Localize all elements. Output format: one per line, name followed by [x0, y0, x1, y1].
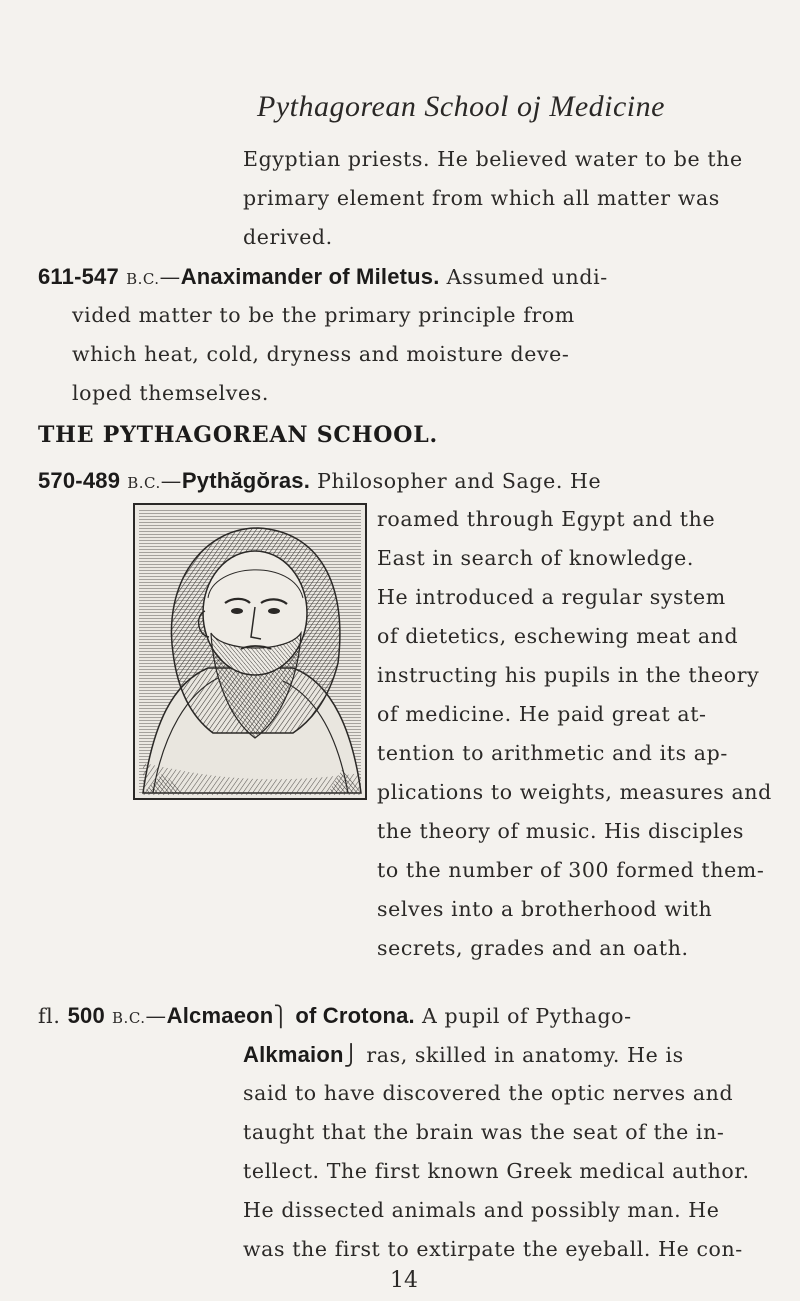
- text-line: derived.: [243, 225, 333, 249]
- text-line: secrets, grades and an oath.: [377, 936, 689, 960]
- entry-text: Philosopher and Sage. He: [310, 469, 602, 493]
- text-line: tention to arithmetic and its ap-: [377, 741, 728, 765]
- entry-text: A pupil of Pythago-: [414, 1004, 632, 1028]
- brace-bottom: ⎭: [343, 1043, 360, 1067]
- text-line: selves into a brotherhood with: [377, 897, 713, 921]
- entry-date: 570-489: [38, 468, 121, 493]
- entry-name-of: of Crotona.: [289, 1003, 415, 1028]
- entry-name: Pythăgŏras.: [181, 468, 311, 493]
- pythagoras-portrait-engraving: [133, 503, 367, 800]
- entry-era: B.C.: [127, 474, 161, 492]
- text-line: which heat, cold, dryness and moisture deve-: [72, 342, 570, 366]
- text-line: He introduced a regular system: [377, 585, 726, 609]
- text-line: taught that the brain was the seat of the in-: [243, 1120, 725, 1144]
- brace-top: ⎫: [273, 1004, 290, 1028]
- text-line: the theory of music. His disciples: [377, 819, 745, 843]
- entry-date: 611-547: [38, 264, 119, 289]
- entry-anaximander-first-line: [38, 264, 608, 290]
- text-line: of medicine. He paid great at-: [377, 702, 707, 726]
- running-title: Pythagorean School oj Medicine: [257, 90, 665, 123]
- text-line: to the number of 300 formed them-: [377, 858, 765, 882]
- text-line: Egyptian priests. He believed water to be the: [243, 147, 743, 171]
- text-line: was the first to extirpate the eyeball. He con-: [243, 1237, 743, 1261]
- text-line: He dissected animals and possibly man. He: [243, 1198, 720, 1222]
- entry-name: Anaximander of Miletus.: [180, 264, 440, 289]
- entry-prefix: fl.: [38, 1004, 61, 1028]
- text-line: roamed through Egypt and the: [377, 507, 716, 531]
- entry-text: ras, skilled in anatomy. He is: [359, 1043, 684, 1067]
- entry-date: 500: [67, 1003, 105, 1028]
- text-line: said to have discovered the optic nerves and: [243, 1081, 734, 1105]
- page-number: 14: [390, 1268, 418, 1293]
- text-line: plications to weights, measures and: [377, 780, 772, 804]
- text-line: tellect. The first known Greek medical author.: [243, 1159, 750, 1183]
- entry-dash: —: [159, 265, 181, 289]
- text-line: loped themselves.: [72, 381, 269, 405]
- entry-alcmaeon-first-line: [38, 1003, 632, 1029]
- entry-era: B.C.: [126, 270, 160, 288]
- entry-name: Alcmaeon: [166, 1003, 274, 1028]
- text-line: of dietetics, eschewing meat and: [377, 624, 739, 648]
- entry-dash: —: [160, 469, 182, 493]
- text-line: vided matter to be the primary principle from: [72, 303, 575, 327]
- entry-alt-name: Alkmaion: [243, 1042, 344, 1067]
- entry-dash: —: [145, 1004, 167, 1028]
- entry-pythagoras-first-line: [38, 468, 601, 494]
- text-line: East in search of knowledge.: [377, 546, 694, 570]
- entry-era: B.C.: [112, 1009, 146, 1027]
- entry-alcmaeon-second-line: [243, 1042, 684, 1068]
- section-heading: THE PYTHAGOREAN SCHOOL.: [38, 422, 438, 448]
- text-line: primary element from which all matter was: [243, 186, 720, 210]
- text-line: instructing his pupils in the theory: [377, 663, 760, 687]
- entry-text: Assumed undi-: [439, 265, 608, 289]
